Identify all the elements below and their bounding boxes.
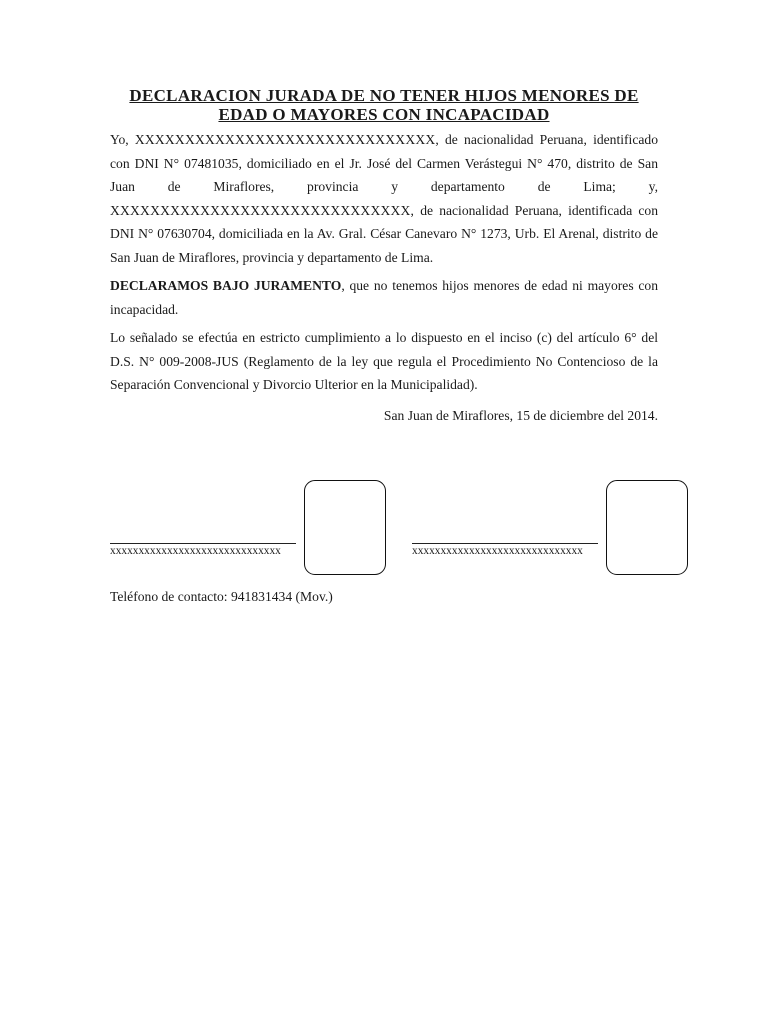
contact-phone-line: Teléfono de contacto: 941831434 (Mov.) (110, 589, 333, 604)
signature-line-1 (110, 543, 296, 544)
signature-line-2 (412, 543, 598, 544)
place-date-line: San Juan de Miraflores, 15 de diciembre del 2014. (383, 408, 658, 423)
thumbprint-box-1 (304, 480, 386, 575)
paragraph-prefix: Yo, (110, 132, 135, 147)
legal-basis-paragraph: Lo señalado se efectúa en estricto cumplimiento a lo dispuesto en el inciso (c) del artículo 6° del D.S. N° 009-2008-JUS (Reglamento de la ley que regula el Procedimiento No Contencioso de la Separación Convencional y Divorcio Ulterior en la Municipalidad). (110, 330, 658, 393)
declarants-paragraph (110, 128, 658, 270)
declaration-bold-phrase: DECLARAMOS BAJO JURAMENTO (110, 278, 342, 293)
signature-name-1: xxxxxxxxxxxxxxxxxxxxxxxxxxxxxx (110, 545, 281, 557)
signature-name-2: xxxxxxxxxxxxxxxxxxxxxxxxxxxxxx (412, 545, 583, 557)
declarant-1-name: XXXXXXXXXXXXXXXXXXXXXXXXXXXXXX (134, 132, 436, 147)
declaration-text: , que no tenemos hijos menores de edad ni mayores con incapacidad. (110, 278, 659, 317)
declaration-paragraph (110, 274, 658, 321)
document-title (110, 86, 658, 124)
title-line-2: EDAD O MAYORES CON INCAPACIDAD (218, 105, 550, 124)
declarant-2-name: XXXXXXXXXXXXXXXXXXXXXXXXXXXXXX, (110, 202, 415, 218)
declarant-1-details: , de nacionalidad Peruana, identificado con DNI N° 07481035, domiciliado en el Jr. José del Carmen Verástegui N° 470, distrito de San Juan de Miraflores, provincia y departamento de Lima; y, (110, 132, 658, 195)
declarant-2-details: de nacionalidad Peruana, identificada con DNI N° 07630704, domiciliada en la Av. Gral. César Canevaro N° 1273, Urb. El Arenal, distrito de San Juan de Miraflores, provincia y departamento de Lima. (110, 202, 658, 265)
thumbprint-box-2 (606, 480, 688, 575)
title-line-1: DECLARACION JURADA DE NO TENER HIJOS MENORES DE (129, 86, 639, 105)
